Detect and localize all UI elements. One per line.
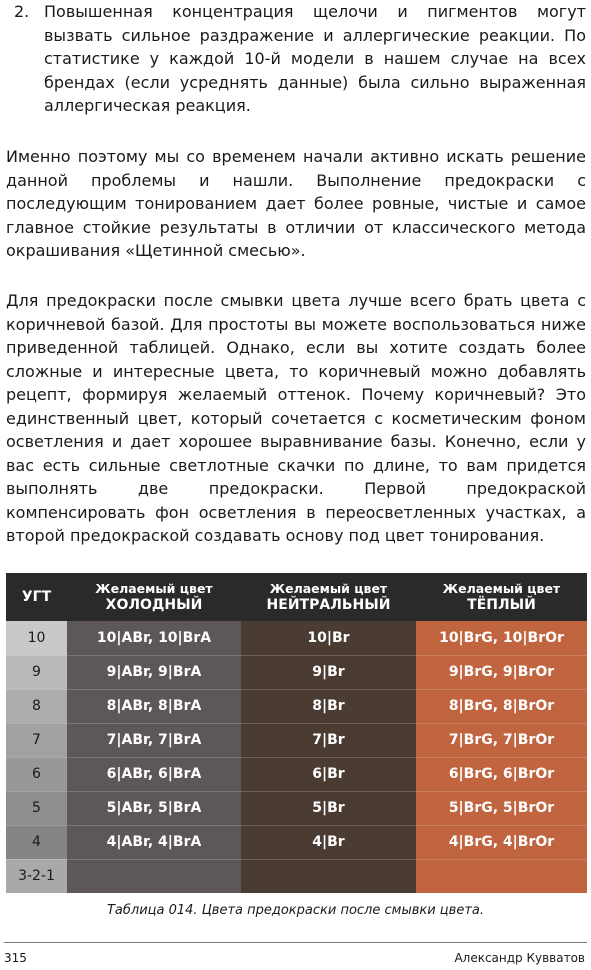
ugt-cell: 9 xyxy=(6,655,67,689)
neutral-cell: 9|Br xyxy=(241,655,416,689)
warm-cell: 10|BrG, 10|BrOr xyxy=(416,621,587,655)
warm-cell: 8|BrG, 8|BrOr xyxy=(416,689,587,723)
cold-cell: 5|ABr, 5|BrA xyxy=(67,791,241,825)
ugt-cell: 5 xyxy=(6,791,67,825)
header-cold: Желаемый цвет ХОЛОДНЫЙ xyxy=(67,573,241,621)
neutral-cell: 6|Br xyxy=(241,757,416,791)
cold-cell: 10|ABr, 10|BrA xyxy=(67,621,241,655)
cold-cell: 9|ABr, 9|BrA xyxy=(67,655,241,689)
table-row xyxy=(6,859,587,893)
table-row xyxy=(6,689,587,723)
warm-cell: 6|BrG, 6|BrOr xyxy=(416,757,587,791)
warm-cell: 4|BrG, 4|BrOr xyxy=(416,825,587,859)
paragraph-1: Именно поэтому мы со временем начали активно искать решение данной проблемы и нашли. Выполнение предокраски с последующим тонированием дает более ровные, чистые и самое главное стойкие результаты в отличии от классического метода окрашивания «Щетинной смесью». xyxy=(6,147,586,260)
cold-cell: 4|ABr, 4|BrA xyxy=(67,825,241,859)
warm-cell: 9|BrG, 9|BrOr xyxy=(416,655,587,689)
neutral-cell: 8|Br xyxy=(241,689,416,723)
header-neutral: Желаемый цвет НЕЙТРАЛЬНЫЙ xyxy=(241,573,416,621)
page-number: 315 xyxy=(4,951,27,965)
warm-cell: 5|BrG, 5|BrOr xyxy=(416,791,587,825)
table-caption: Таблица 014. Цвета предокраски после смывки цвета. xyxy=(106,903,484,918)
table-header-row xyxy=(6,573,587,621)
neutral-cell xyxy=(241,859,416,893)
table-row xyxy=(6,757,587,791)
ugt-cell: 6 xyxy=(6,757,67,791)
ugt-cell: 8 xyxy=(6,689,67,723)
list-text: Повышенная концентрация щелочи и пигментов могут вызвать сильное раздражение и аллергические реакции. По статистике у каждой 10-й модели в нашем случае на всех брендах (если усреднять данные) была сильно выраженная аллергическая реакция. xyxy=(44,2,586,115)
footer-divider xyxy=(4,942,587,943)
table-row xyxy=(6,655,587,689)
ugt-cell: 4 xyxy=(6,825,67,859)
table-row xyxy=(6,621,587,655)
cold-cell: 6|ABr, 6|BrA xyxy=(67,757,241,791)
neutral-cell: 10|Br xyxy=(241,621,416,655)
table-row xyxy=(6,791,587,825)
neutral-cell: 4|Br xyxy=(241,825,416,859)
neutral-cell: 7|Br xyxy=(241,723,416,757)
ugt-cell: 10 xyxy=(6,621,67,655)
list-item-2 xyxy=(14,0,586,118)
ugt-cell: 7 xyxy=(6,723,67,757)
table-row xyxy=(6,723,587,757)
warm-cell xyxy=(416,859,587,893)
table-row xyxy=(6,825,587,859)
cold-cell: 8|ABr, 8|BrA xyxy=(67,689,241,723)
cold-cell xyxy=(67,859,241,893)
list-number: 2. xyxy=(14,2,30,21)
header-ugt: УГТ xyxy=(6,573,67,621)
paragraph-2: Для предокраски после смывки цвета лучше всего брать цвета с коричневой базой. Для простоты вы можете воспользоваться ниже приведенной таблицей. Однако, если вы хотите создать более сложные и интересные цвета, то коричневый можно добавлять рецепт, формируя желаемый оттенок. Почему коричневый? Это единственный цвет, который сочетается с косметическим фоном осветления и дает хорошее выравнивание базы. Конечно, если у вас есть сильные светлотные скачки по длине, то вам придется выполнять две предокраски. Первой предокраской компенсировать фон осветления в переосветленных участках, а второй предокраской создавать основу под цвет тонирования. xyxy=(6,291,586,545)
ugt-cell: 3-2-1 xyxy=(6,859,67,893)
author-name: Александр Кувватов xyxy=(454,951,585,965)
neutral-cell: 5|Br xyxy=(241,791,416,825)
precolor-table xyxy=(6,573,587,894)
header-warm: Желаемый цвет ТЁПЛЫЙ xyxy=(416,573,587,621)
warm-cell: 7|BrG, 7|BrOr xyxy=(416,723,587,757)
cold-cell: 7|ABr, 7|BrA xyxy=(67,723,241,757)
